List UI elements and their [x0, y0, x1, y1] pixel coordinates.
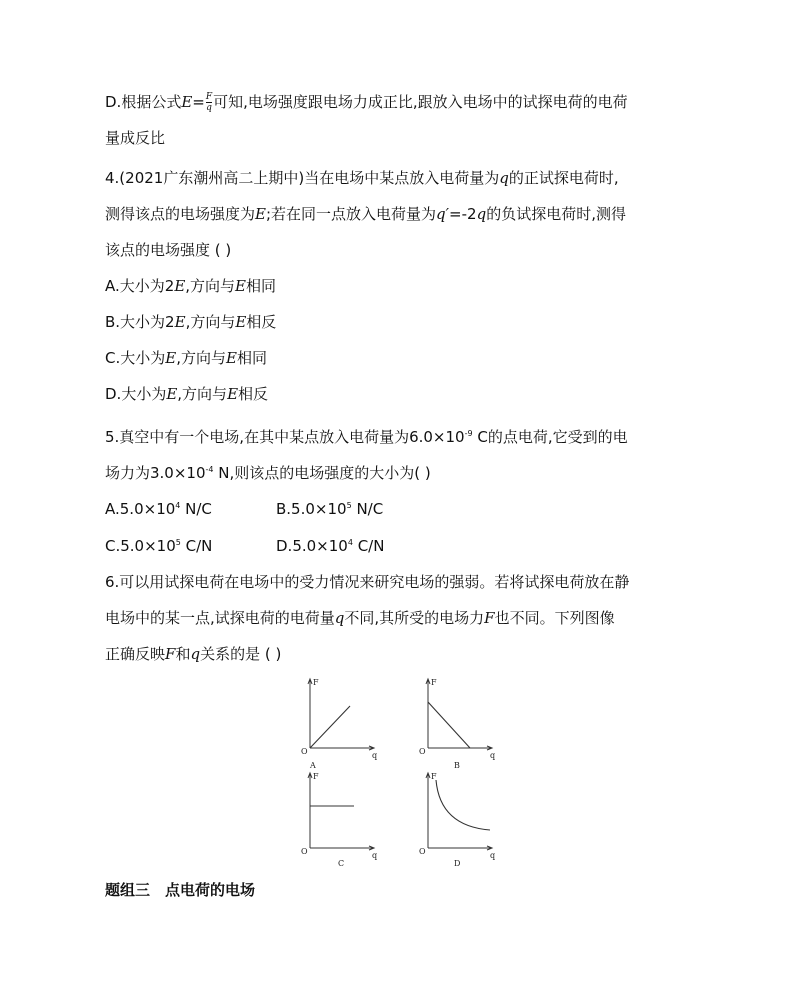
y-axis [308, 773, 312, 848]
q6-stem-line3: 正确反映F和q关系的是 ( ) [105, 645, 282, 663]
axis-label-f: F [431, 678, 437, 687]
q5-option-b: $B.5.0\times 10^5$ N/C [276, 500, 384, 518]
graph-c [296, 770, 386, 870]
y-axis [426, 773, 430, 848]
axis-label-q: q [372, 851, 378, 860]
graph-label: D [454, 859, 461, 868]
x-axis [310, 846, 374, 850]
axis-label-f: F [313, 678, 319, 687]
q4-option-d: D.大小为E,方向与E相反 [105, 385, 269, 403]
axis-label-q: q [490, 751, 496, 760]
q5-option-d: $D.5.0\times 10^4$ C/N [276, 537, 385, 555]
graph-b [414, 676, 504, 776]
q4-stem-line3: 该点的电场强度 ( ) [105, 241, 232, 259]
graph-d [414, 770, 504, 870]
graph-label: B [454, 761, 460, 770]
section-heading: 题组三 点电荷的电场 [105, 881, 256, 899]
q5-option-a: $A.5.0\times 10^4$ N/C [105, 500, 212, 518]
graph-label: C [338, 859, 345, 868]
axis-label-q: q [490, 851, 496, 860]
graph-a [296, 676, 386, 776]
q6-stem-line2: 电场中的某一点,试探电荷的电荷量q不同,其所受的电场力F也不同。下列图像 [105, 609, 615, 627]
axis-label-q: q [372, 751, 378, 760]
origin-label: O [419, 847, 426, 856]
x-axis [310, 746, 374, 750]
q5-stem-line2: 场力为$3.0\times 10^{-4}$ N,则该点的电场强度的大小为( ) [105, 464, 431, 482]
plot-curve [436, 780, 490, 830]
axis-label-f: F [313, 772, 319, 781]
x-axis [428, 746, 492, 750]
q5-option-c: $C.5.0\times 10^5$ C/N [105, 537, 213, 555]
q5-stem-line1: 5.真空中有一个电场,在其中某点放入电荷量为$6.0\times 10^{-9}$ C的点电荷,它受到的电 [105, 428, 628, 446]
graph-label: A [310, 761, 316, 770]
y-axis [426, 679, 430, 748]
fraction-f-over-q: $\frac{F}{q}$ [205, 92, 213, 113]
q4-option-b: B.大小为2E,方向与E相反 [105, 313, 277, 331]
q4-option-a: A.大小为2E,方向与E相同 [105, 277, 277, 295]
q4-stem-line2: 测得该点的电场强度为E;若在同一点放入电荷量为q′=-2q的负试探电荷时,测得 [105, 205, 626, 223]
q4-stem-line1: 4.(2021广东潮州高二上期中)当在电场中某点放入电荷量为q的正试探电荷时, [105, 169, 619, 187]
origin-label: O [301, 847, 308, 856]
origin-label: O [419, 747, 426, 756]
plot-line [428, 702, 470, 748]
q6-stem-line1: 6.可以用试探电荷在电场中的受力情况来研究电场的强弱。若将试探电荷放在静 [105, 573, 630, 591]
q3-option-d: D.根据公式E= $\frac{F}{q}$ 可知,电场强度跟电场力成正比,跟放入电场中的试探电荷的电荷 [105, 92, 628, 113]
x-axis [428, 846, 492, 850]
q4-option-c: C.大小为E,方向与E相同 [105, 349, 267, 367]
plot-line [310, 706, 350, 748]
y-axis [308, 679, 312, 748]
origin-label: O [301, 747, 308, 756]
axis-label-f: F [431, 772, 437, 781]
q3-option-d-line2: 量成反比 [105, 129, 166, 147]
